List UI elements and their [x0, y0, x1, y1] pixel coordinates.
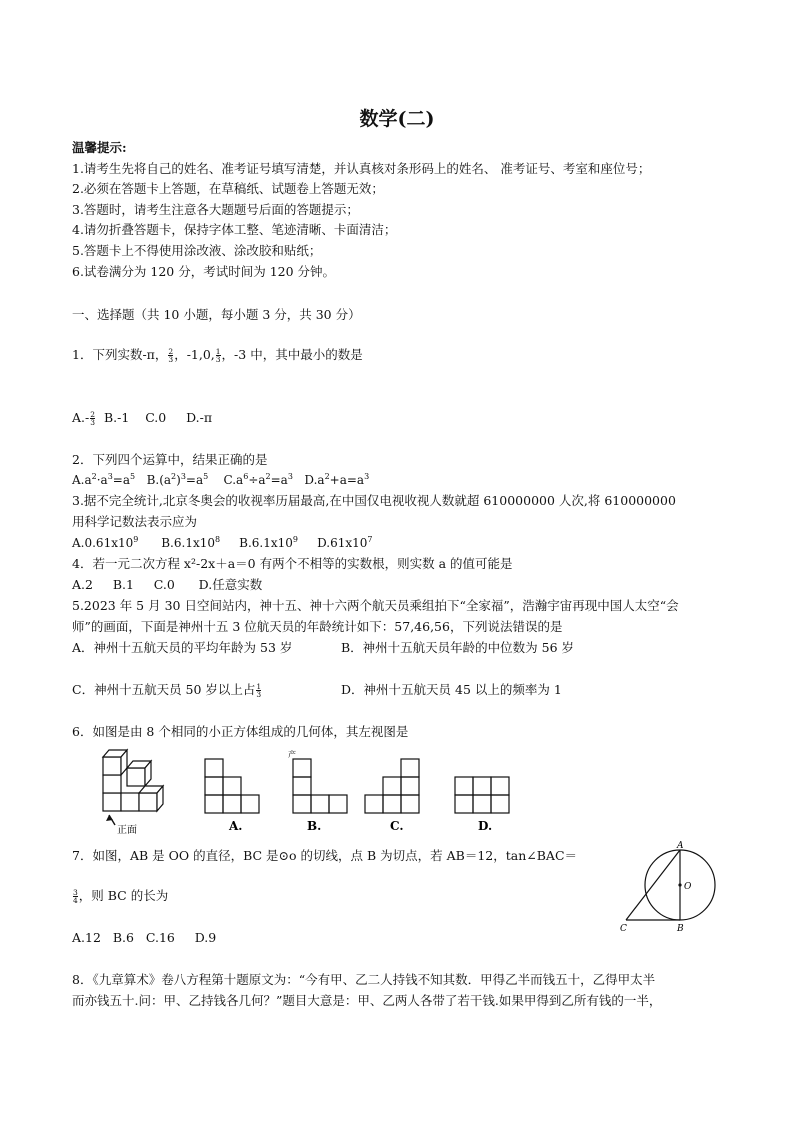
point-b-label: B [677, 924, 684, 934]
question-5-line-1: 5.2023 年 5 月 30 日空间站内，神十五、神十六两个航天员乘组拍下“全家福”，浩瀚宇宙再现中国人太空“会 [72, 598, 679, 613]
frac-den: 4 [73, 896, 78, 905]
question-3-line-2: 用科学记数法表示应为 [72, 514, 198, 529]
option-d-view [455, 777, 509, 813]
q1-text-suffix: ，-3 中，其中最小的数是 [221, 347, 363, 362]
tip-1: 1.请考生先将自己的姓名、准考证号填写清楚，并认真核对条形码上的姓名、 准考证号、考室和座位号； [72, 161, 651, 176]
option-a-view [205, 759, 259, 813]
question-2: 2．下列四个运算中，结果正确的是 [72, 452, 268, 467]
cube-solid-figure [103, 750, 163, 825]
question-5-option-d: D．神州十五航天员 45 以上的频率为 1 [341, 682, 562, 697]
sup: 7 [367, 535, 373, 544]
sup: 3 [107, 472, 113, 481]
frac-den: 3 [215, 355, 221, 364]
frac-num: 1 [256, 682, 262, 691]
question-5-option-a: A．神州十五航天员的平均年龄为 53 岁 [72, 640, 293, 655]
tip-6: 6.试卷满分为 120 分，考试时间为 120 分钟。 [72, 264, 336, 279]
segment-ac [626, 850, 680, 920]
option-a-label: A. [229, 819, 243, 833]
sup: 3 [180, 472, 186, 481]
arrow-icon [106, 815, 113, 821]
q5-option-c-text: C．神州十五航天员 50 岁以上占 [72, 682, 256, 697]
sup: 8 [214, 535, 221, 544]
question-5-line-2: 师”的画面，下面是神州十五 3 位航天员的年龄统计如下：57,46,56，下列说法错误的是 [72, 619, 563, 634]
q2-a: A.a [72, 473, 92, 487]
q1-text-mid: ，-1,0, [174, 347, 215, 362]
q1-option-a-fraction [90, 411, 95, 426]
option-c-view [365, 759, 419, 813]
question-3-line-1: 3.据不完全统计,北京冬奥会的收视率历届最高,在中国仅电视收视人数就超 610000000 人次,将 610000000 [72, 493, 676, 508]
question-7-figure [614, 838, 724, 934]
option-b-label: B. [307, 819, 322, 833]
question-1 [72, 347, 363, 363]
frac-num: 3 [73, 888, 78, 897]
frac-num: 2 [168, 347, 174, 356]
frac-den: 3 [90, 418, 96, 427]
sup: 5 [130, 472, 136, 481]
question-6: 6．如图是由 8 个相同的小正方体组成的几何体，其左视图是 [72, 724, 409, 739]
sup: 9 [292, 535, 298, 544]
option-c-label: C. [390, 819, 404, 833]
tips-heading: 温馨提示: [72, 140, 127, 155]
sup: 3 [364, 472, 370, 481]
q2-a2: ·a [96, 473, 108, 487]
q5-option-c-fraction [256, 683, 261, 698]
question-8-line-1: 8．《九章算术》卷八方程第十题原文为：“今有甲、乙二人持钱不知其数．甲得乙半而钱五十，乙得甲太半 [72, 972, 656, 987]
tip-2: 2.必须在答题卡上答题，在草稿纸、试题卷上答题无效； [72, 181, 384, 196]
q2-b3: =a [185, 473, 204, 487]
point-c-label: C [620, 924, 627, 934]
question-7-line-2 [72, 888, 168, 904]
question-7-options: A.12 B.6 C.16 D.9 [72, 930, 217, 945]
sup: 5 [203, 472, 209, 481]
q1-fraction-2 [216, 348, 221, 363]
question-6-figures [95, 745, 515, 837]
frac-num: 1 [215, 347, 221, 356]
q2-c2: ÷a [248, 473, 266, 487]
q2-c: C.a [223, 473, 244, 487]
point-o-label: O [684, 882, 692, 892]
q7-text: ，则 BC 的长为 [78, 888, 169, 903]
q2-c3: =a [270, 473, 288, 487]
option-d-label: D. [478, 819, 493, 833]
question-2-options [72, 472, 369, 488]
page-title: 数学(二) [359, 108, 435, 130]
q2-d: D.a [304, 473, 325, 487]
option-b-view [293, 759, 347, 813]
q2-b2: ) [176, 473, 181, 487]
q1-fraction-1 [168, 348, 173, 363]
sup: 9 [133, 535, 139, 544]
q2-d2: +a=a [329, 473, 365, 487]
sup: 2 [171, 472, 177, 481]
q2-a3: =a [112, 473, 131, 487]
question-3-options: $A.0.61x10^9$ $B.6.1x10^8$ $B.6.1x10^9$ $D.61x10^7$ [72, 535, 373, 550]
sup: 2 [91, 472, 97, 481]
question-5-option-b: B．神州十五航天员年龄的中位数为 56 岁 [341, 640, 575, 655]
q1-text-prefix: 1．下列实数-π， [72, 347, 168, 362]
q1-option-a: A.- [72, 410, 90, 425]
question-8-line-2: 而亦钱五十.问：甲、乙持钱各几何？”题目大意是：甲、乙两人各带了若干钱.如果甲得到乙所有钱的一半， [72, 993, 662, 1008]
frac-den: 3 [256, 690, 262, 699]
tip-4: 4.请勿折叠答题卡，保持字体工整、笔迹清晰、卡面清洁； [72, 222, 397, 237]
q1-options-rest: B.-1 C.0 D.-π [96, 410, 213, 425]
section-heading: 一、选择题（共 10 小题，每小题 3 分，共 30 分） [72, 307, 361, 322]
sup: 2 [324, 472, 330, 481]
sup: 2 [265, 472, 271, 481]
question-1-options [72, 410, 212, 426]
frac-num: 2 [90, 410, 96, 419]
center-dot [678, 883, 681, 886]
q7-fraction [73, 889, 78, 904]
sup: 6 [243, 472, 249, 481]
tip-5: 5.答题卡上不得使用涂改液、涂改胶和贴纸； [72, 243, 322, 258]
option-b-mark: 产 [288, 750, 296, 759]
sup: 3 [287, 472, 293, 481]
frac-den: 3 [168, 355, 174, 364]
question-5-option-c [72, 682, 262, 698]
tip-3: 3.答题时，请考生注意各大题题号后面的答题提示； [72, 202, 359, 217]
q2-b: B.(a [146, 473, 172, 487]
question-4: 4．若一元二次方程 x²-2x＋a＝0 有两个不相等的实数根，则实数 a 的值可能是 [72, 556, 513, 571]
question-7-line-1: 7．如图，AB 是 OO 的直径，BC 是⊙o 的切线，点 B 为切点，若 AB＝12，tan∠BAC＝ [72, 848, 578, 863]
point-a-label: A [677, 841, 684, 851]
question-4-options: A.2 B.1 C.0 D.任意实数 [72, 577, 263, 592]
front-label: 正面 [117, 825, 137, 836]
